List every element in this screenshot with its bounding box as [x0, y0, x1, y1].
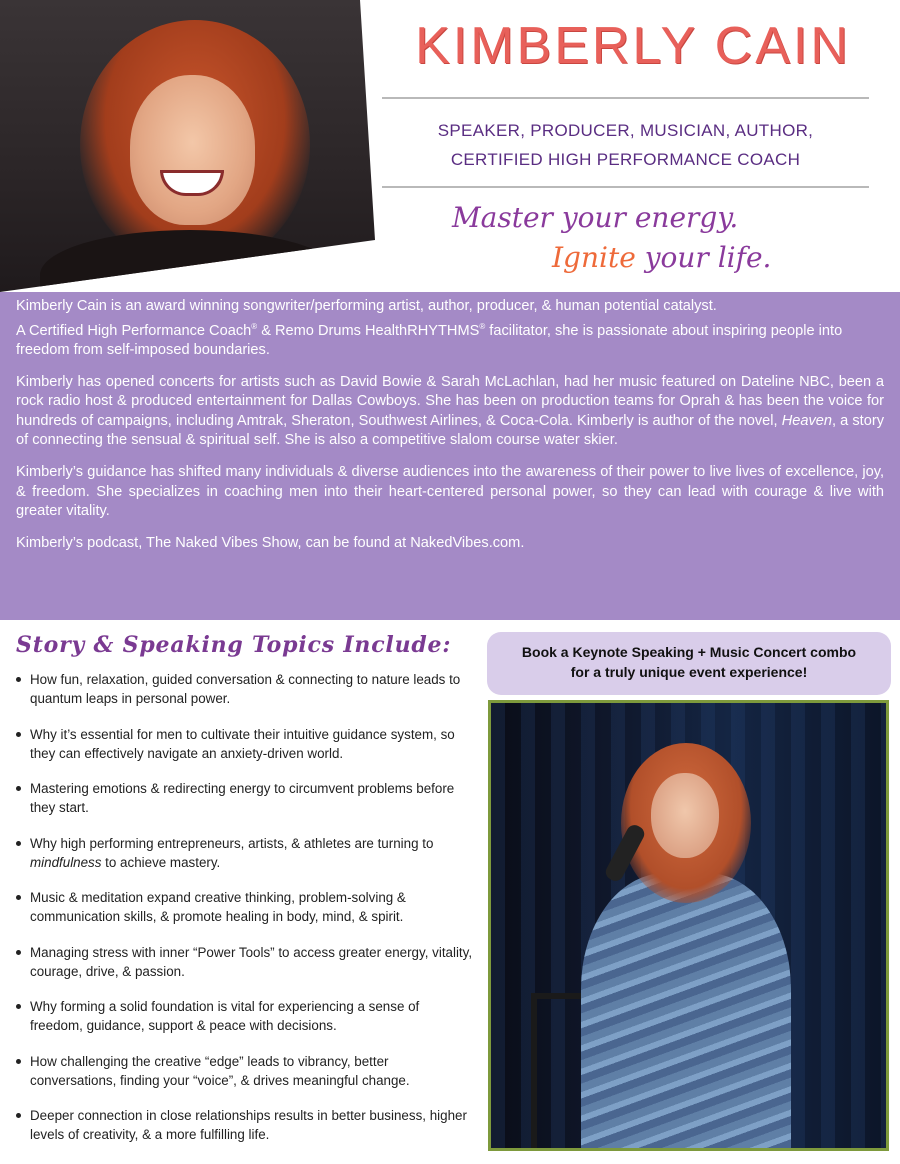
topic-item — [14, 834, 474, 872]
tagline — [452, 198, 771, 278]
page-title: KIMBERLY CAIN — [415, 17, 851, 75]
title-divider-top — [382, 97, 869, 99]
bio-p1-b: A Certified High Performance Coach — [16, 322, 252, 339]
topics-list — [14, 670, 474, 1161]
book-title-heaven: Heaven — [781, 412, 832, 429]
tagline-rest: your life. — [635, 241, 772, 274]
topic-item: Mastering emotions & redirecting energy to circumvent problems before they start. — [14, 779, 474, 817]
bio-section — [0, 292, 900, 620]
topic-item: How fun, relaxation, guided conversation & connecting to nature leads to quantum leaps in personal power. — [14, 670, 474, 708]
booking-line-2: for a truly unique event experience! — [570, 664, 808, 680]
portrait-shoulders — [40, 230, 340, 292]
bio-paragraph-4: Kimberly’s podcast, The Naked Vibes Show, can be found at NakedVibes.com. — [16, 534, 525, 551]
topic-item: Why forming a solid foundation is vital for experiencing a sense of freedom, guidance, support & peace with decisions. — [14, 997, 474, 1035]
topic-item: Deeper connection in close relationships results in better business, higher levels of creativity, & a more fulfilling life. — [14, 1106, 474, 1144]
concert-photo — [488, 700, 889, 1151]
roles-line-1: SPEAKER, PRODUCER, MUSICIAN, AUTHOR, — [437, 121, 814, 140]
portrait-face — [130, 75, 255, 225]
bio-paragraph-1 — [16, 297, 884, 361]
tagline-ignite: Ignite — [552, 241, 636, 274]
bio-paragraph-3: Kimberly’s guidance has shifted many individuals & diverse audiences into the awareness of their power to live lives of excellence, joy, & freedom. She specializes in coaching men into their heart-centered personal power, so they can lead with courage & live with greater vitality. — [16, 464, 884, 520]
topic-item-4-emphasis: mindfulness — [30, 854, 102, 870]
bio-p1-a: Kimberly Cain is an award winning songwriter/performing artist, author, producer, & human potential catalyst. — [16, 298, 717, 314]
tagline-line-1: Master your energy. — [452, 201, 739, 234]
portrait-photo — [0, 0, 375, 292]
topic-item: Why it’s essential for men to cultivate their intuitive guidance system, so they can effectively navigate an anxiety-driven world. — [14, 725, 474, 763]
booking-line-1: Book a Keynote Speaking + Music Concert combo — [521, 644, 857, 660]
topic-item: Managing stress with inner “Power Tools” to access greater energy, vitality, courage, drive, & passion. — [14, 943, 474, 981]
bio-p2-a: Kimberly has opened concerts for artists such as David Bowie & Sarah McLachlan, had her music featured on Dateline NBC, been a rock radio host & produced entertainment for Dallas Cowboys. She has been on production teams for Oprah & has been the voice for hundreds of campaigns, including Amtrak, Sheraton, Southwest Airlines, & Coca-Cola. Kimberly is author of the novel, — [16, 373, 884, 429]
bio-p1-d: facilitator, she is passionate about inspiring people into freedom from self-imposed boundaries. — [16, 322, 843, 359]
topic-item-4-text: Why high performing entrepreneurs, artists, & athletes are turning to — [30, 835, 434, 851]
title-divider-bottom — [382, 186, 869, 188]
topics-heading: Story & Speaking Topics Include: — [16, 632, 452, 658]
roles — [382, 116, 869, 174]
bio-paragraph-2 — [16, 373, 884, 451]
reg-mark: ® — [479, 321, 486, 331]
topic-item-4-tail: to achieve mastery. — [101, 854, 221, 870]
topic-item: How challenging the creative “edge” leads to vibrancy, better conversations, finding your “voice”, & drives meaningful change. — [14, 1052, 474, 1090]
performer-body — [581, 873, 791, 1151]
tagline-line-2 — [552, 238, 771, 278]
topic-item: Music & meditation expand creative thinking, problem-solving & communication skills, & promote healing in body, mind, & spirit. — [14, 888, 474, 926]
performer-face — [651, 773, 719, 858]
bio-p1-c: & Remo Drums HealthRHYTHMS — [257, 322, 480, 339]
bio-p2-b: , a story of connecting the sensual & spiritual self. She is also a competitive slalom course water skier. — [16, 412, 884, 449]
reg-mark: ® — [251, 321, 258, 331]
roles-line-2: CERTIFIED HIGH PERFORMANCE COACH — [450, 150, 801, 169]
booking-callout — [487, 632, 891, 695]
